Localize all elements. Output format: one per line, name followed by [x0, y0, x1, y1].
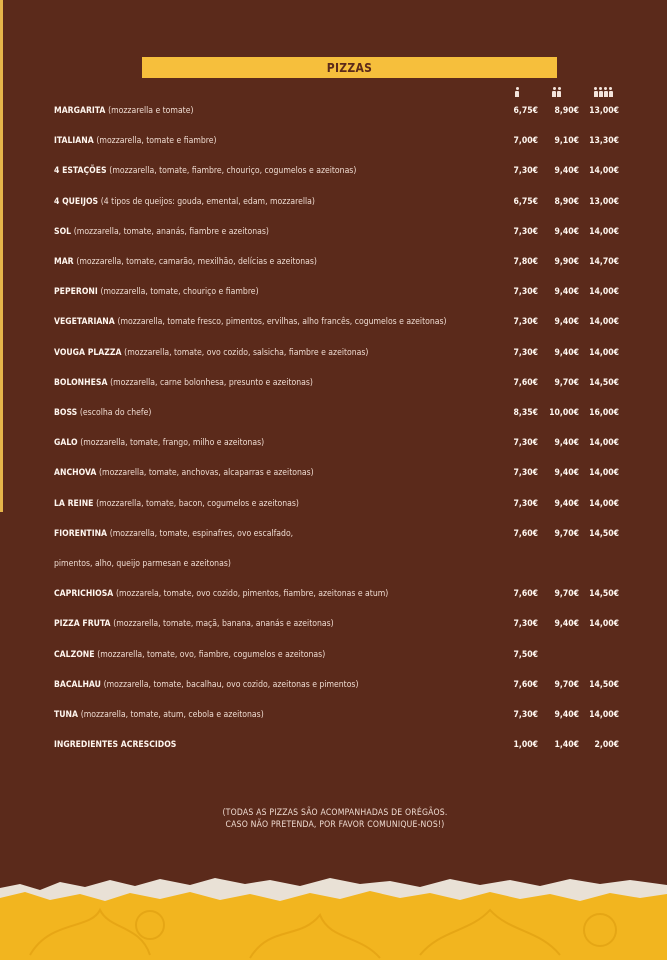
price-one-person: 6,75€: [513, 106, 538, 116]
note-line-2: CASO NÃO PRETENDA, POR FAVOR COMUNIQUE-NOS!): [225, 820, 445, 830]
item-name: BOLONHESA: [54, 378, 111, 388]
item-name: PEPERONI: [54, 287, 101, 297]
note-line-1: (TODAS AS PIZZAS SÃO ACOMPANHADAS DE ORÉGÃOS.: [222, 808, 448, 818]
menu-item-row: [54, 285, 634, 299]
menu-item-row: [54, 406, 634, 420]
menu-item-row: [54, 134, 634, 148]
price-one-person: 7,30€: [513, 166, 538, 176]
price-one-person: 7,60€: [513, 589, 538, 599]
price-four-person: 14,50€: [589, 589, 619, 599]
price-four-person: 16,00€: [589, 408, 619, 418]
price-one-person: 7,60€: [513, 529, 538, 539]
left-accent-rule: [0, 0, 3, 512]
price-four-person: 14,50€: [589, 680, 619, 690]
item-description: (mozzarella, carne bolonhesa, presunto e azeitonas): [110, 378, 313, 388]
price-four-person: 2,00€: [594, 740, 619, 750]
item-description: (mozzarela, tomate, ovo cozido, pimentos, fiambre, azeitonas e atum): [115, 589, 389, 599]
price-one-person: 7,30€: [513, 499, 538, 509]
item-name: BACALHAU: [54, 680, 104, 690]
size-header-four-person: [579, 87, 627, 101]
price-four-person: 14,00€: [589, 468, 619, 478]
price-four-person: 14,50€: [589, 378, 619, 388]
item-name: ITALIANA: [54, 136, 97, 146]
item-name: LA REINE: [54, 499, 97, 509]
menu-item-row: [54, 708, 634, 722]
menu-item-row: [54, 527, 634, 541]
two-person-icon: [534, 87, 579, 97]
menu-item-row: [54, 164, 634, 178]
price-four-person: 14,00€: [589, 166, 619, 176]
price-two-person: 8,90€: [554, 106, 579, 116]
item-name: BOSS: [54, 408, 80, 418]
item-description: (mozzarella, tomate, anchovas, alcaparras e azeitonas): [99, 468, 314, 478]
price-one-person: 7,30€: [513, 468, 538, 478]
item-name: ANCHOVA: [54, 468, 100, 478]
item-description: (mozzarella, tomate, frango, milho e azeitonas): [80, 438, 265, 448]
menu-item-row: [54, 195, 634, 209]
price-two-person: 10,00€: [549, 408, 579, 418]
menu-item-row: [54, 648, 634, 662]
price-four-person: 14,00€: [589, 317, 619, 327]
item-description: pimentos, alho, queijo parmesan e azeitonas): [54, 559, 231, 569]
item-description: (mozzarella, tomate, bacon, cogumelos e azeitonas): [96, 499, 299, 509]
price-two-person: 1,40€: [554, 740, 579, 750]
price-four-person: 14,70€: [589, 257, 619, 267]
item-description: (mozzarella e tomate): [108, 106, 194, 116]
price-two-person: 8,90€: [554, 197, 579, 207]
item-name: MAR: [54, 257, 77, 267]
price-four-person: 14,00€: [589, 348, 619, 358]
price-two-person: 9,40€: [554, 317, 579, 327]
item-name: MARGARITA: [54, 106, 109, 116]
item-name: GALO: [54, 438, 81, 448]
price-one-person: 1,00€: [513, 740, 538, 750]
item-name: TUNA: [54, 710, 81, 720]
price-four-person: 13,00€: [589, 106, 619, 116]
menu-item-row: [54, 315, 634, 329]
item-description: (mozzarella, tomate, maçã, banana, ananás e azeitonas): [113, 619, 334, 629]
price-one-person: 7,50€: [513, 650, 538, 660]
menu-item-row: [54, 497, 634, 511]
item-name: PIZZA FRUTA: [54, 619, 114, 629]
price-two-person: 9,40€: [554, 287, 579, 297]
item-name: CALZONE: [54, 650, 98, 660]
price-one-person: 7,30€: [513, 348, 538, 358]
menu-item-row: [54, 617, 634, 631]
price-four-person: 13,30€: [589, 136, 619, 146]
item-name: 4 ESTAÇÕES: [54, 166, 110, 176]
price-one-person: 7,60€: [513, 378, 538, 388]
size-header-one-person: [496, 87, 538, 101]
price-four-person: 14,50€: [589, 529, 619, 539]
menu-item-row: [54, 587, 634, 601]
price-two-person: 9,90€: [554, 257, 579, 267]
menu-item-row: [54, 436, 634, 450]
price-two-person: 9,40€: [554, 710, 579, 720]
price-one-person: 7,30€: [513, 227, 538, 237]
price-four-person: 13,00€: [589, 197, 619, 207]
item-name: SOL: [54, 227, 74, 237]
item-description: (mozzarella, tomate, ovo, fiambre, cogumelos e azeitonas): [97, 650, 326, 660]
item-name: 4 QUEIJOS: [54, 197, 101, 207]
menu-item-row: [54, 346, 634, 360]
menu-item-row: [54, 376, 634, 390]
price-four-person: 14,00€: [589, 287, 619, 297]
price-four-person: 14,00€: [589, 227, 619, 237]
price-two-person: 9,40€: [554, 348, 579, 358]
item-description: (mozzarella, tomate, ovo cozido, salsicha, fiambre e azeitonas): [124, 348, 369, 358]
price-two-person: 9,40€: [554, 468, 579, 478]
section-title-bar: [142, 57, 557, 78]
item-description: (mozzarella, tomate, atum, cebola e azeitonas): [80, 710, 264, 720]
price-one-person: 7,00€: [513, 136, 538, 146]
item-description: (4 tipos de queijos: gouda, emental, edam, mozzarella): [100, 197, 315, 207]
item-description: (mozzarella, tomate, ananás, fiambre e azeitonas): [73, 227, 269, 237]
item-name: CAPRICHIOSA: [54, 589, 116, 599]
price-four-person: 14,00€: [589, 710, 619, 720]
price-one-person: 7,30€: [513, 710, 538, 720]
price-two-person: 9,40€: [554, 499, 579, 509]
menu-item-row: [54, 255, 634, 269]
item-description: (mozzarella, tomate, chouriço e fiambre): [100, 287, 259, 297]
price-four-person: 14,00€: [589, 619, 619, 629]
item-name: VEGETARIANA: [54, 317, 118, 327]
price-two-person: 9,70€: [554, 680, 579, 690]
price-one-person: 8,35€: [513, 408, 538, 418]
price-two-person: 9,40€: [554, 438, 579, 448]
four-person-icon: [579, 87, 627, 97]
section-title: PIZZAS: [326, 60, 373, 75]
menu-item-row: [54, 678, 634, 692]
price-four-person: 14,00€: [589, 499, 619, 509]
item-description: (mozzarella, tomate fresco, pimentos, ervilhas, alho francês, cogumelos e azeitonas): [117, 317, 447, 327]
price-four-person: 14,00€: [589, 438, 619, 448]
price-two-person: 9,70€: [554, 378, 579, 388]
price-two-person: 9,40€: [554, 619, 579, 629]
price-one-person: 7,30€: [513, 317, 538, 327]
menu-item-row: [54, 225, 634, 239]
item-description: (mozzarella, tomate, camarão, mexilhão, delícias e azeitonas): [76, 257, 317, 267]
price-two-person: 9,40€: [554, 227, 579, 237]
item-description: (mozzarella, tomate, bacalhau, ovo cozido, azeitonas e pimentos): [103, 680, 359, 690]
oregano-note: [150, 807, 520, 831]
price-one-person: 6,75€: [513, 197, 538, 207]
price-two-person: 9,70€: [554, 529, 579, 539]
price-one-person: 7,80€: [513, 257, 538, 267]
size-header-two-person: [534, 87, 579, 101]
menu-item-row: [54, 466, 634, 480]
item-name: INGREDIENTES ACRESCIDOS: [54, 740, 177, 750]
item-description: (mozzarella, tomate, espinafres, ovo escalfado,: [109, 529, 294, 539]
item-description: (escolha do chefe): [79, 408, 152, 418]
price-two-person: 9,70€: [554, 589, 579, 599]
item-name: FIORENTINA: [54, 529, 110, 539]
torn-paper-footer: [0, 870, 667, 960]
price-one-person: 7,30€: [513, 287, 538, 297]
price-one-person: 7,60€: [513, 680, 538, 690]
price-one-person: 7,30€: [513, 438, 538, 448]
item-description: (mozzarella, tomate, fiambre, chouriço, cogumelos e azeitonas): [109, 166, 357, 176]
menu-item-row: [54, 738, 634, 752]
one-person-icon: [496, 87, 538, 97]
item-name: VOUGA PLAZZA: [54, 348, 125, 358]
price-one-person: 7,30€: [513, 619, 538, 629]
menu-item-row: [54, 104, 634, 118]
price-two-person: 9,40€: [554, 166, 579, 176]
price-two-person: 9,10€: [554, 136, 579, 146]
item-description: (mozzarella, tomate e fiambre): [96, 136, 217, 146]
menu-item-row: [54, 557, 634, 571]
